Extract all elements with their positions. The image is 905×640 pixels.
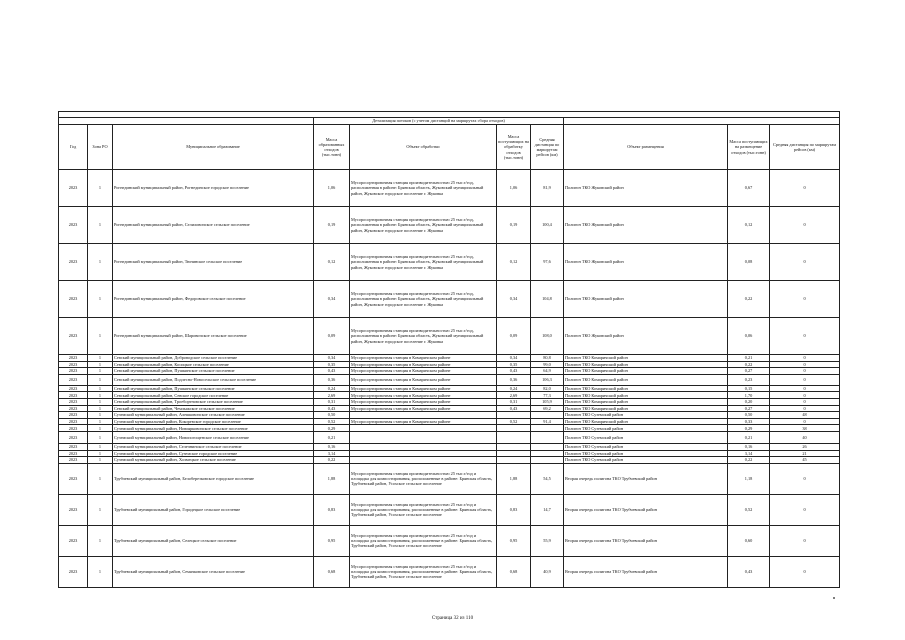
cell-year: 2023 bbox=[59, 355, 88, 362]
cell-zone: 1 bbox=[88, 368, 113, 375]
cell-zone: 1 bbox=[88, 405, 113, 412]
cell-mass-proc: 0,31 bbox=[497, 398, 531, 405]
cell-dist: 108,0 bbox=[531, 318, 564, 355]
table-row bbox=[59, 385, 840, 392]
cell-mass-place: 0,21 bbox=[728, 355, 770, 362]
cell-municipality: Трубчевский муниципальный район, Селецкое сельское поселение bbox=[113, 525, 314, 556]
cell-place: Полигон ТКО Комаричский район bbox=[564, 392, 728, 399]
cell-mass-place: 0,52 bbox=[728, 494, 770, 525]
cell-place: Полигон ТКО Суземский район bbox=[564, 425, 728, 432]
cell-mass-proc: 0,52 bbox=[497, 418, 531, 425]
cell-proc: Мусоросортировочная станция производительностью 25 тыс.т/год и площадка для компостирования, расположенные в районе: Брянская область, Трубчевский район, Усохское сельское поселение bbox=[350, 463, 497, 494]
cell-place: Полигон ТКО Комаричский район bbox=[564, 374, 728, 385]
cell-zone: 1 bbox=[88, 170, 113, 207]
cell-municipality: Рогнединский муниципальный район, Рогнединское городское поселение bbox=[113, 170, 314, 207]
cell-year: 2023 bbox=[59, 405, 88, 412]
cell-mass-place: 0,21 bbox=[728, 431, 770, 443]
cell-zone: 1 bbox=[88, 525, 113, 556]
cell-proc: Мусоросортировочная станция в Комаричском районе bbox=[350, 368, 497, 375]
cell-mass-proc bbox=[497, 412, 531, 419]
cell-place: Полигон ТКО Жуковский район bbox=[564, 207, 728, 244]
cell-zone: 1 bbox=[88, 207, 113, 244]
cell-municipality: Рогнединский муниципальный район, Федоровское сельское поселение bbox=[113, 281, 314, 318]
cell-zone: 1 bbox=[88, 398, 113, 405]
cell-proc bbox=[350, 457, 497, 464]
flow-detail-table-container bbox=[58, 111, 839, 588]
cell-mass-place: 1,18 bbox=[728, 463, 770, 494]
cell-mass-proc: 0,36 bbox=[497, 374, 531, 385]
cell-mass-proc: 0,43 bbox=[497, 405, 531, 412]
cell-zone: 1 bbox=[88, 361, 113, 368]
cell-mass: 0,95 bbox=[314, 525, 350, 556]
cell-year: 2023 bbox=[59, 431, 88, 443]
cell-dist bbox=[531, 450, 564, 457]
table-row bbox=[59, 392, 840, 399]
cell-municipality: Рогнединский муниципальный район, Селиловичское сельское поселение bbox=[113, 207, 314, 244]
cell-municipality: Севский муниципальный район, Пушкинское сельское поселение bbox=[113, 368, 314, 375]
cell-municipality: Суземский муниципальный район, Новопогощенское сельское поселение bbox=[113, 431, 314, 443]
cell-mass-place: 0,33 bbox=[728, 418, 770, 425]
cell-mass: 0,24 bbox=[314, 385, 350, 392]
cell-dist bbox=[531, 412, 564, 419]
cell-dist-place: 0 bbox=[770, 392, 840, 399]
cell-dist-place: 0 bbox=[770, 463, 840, 494]
cell-dist: 81,9 bbox=[531, 170, 564, 207]
cell-year: 2023 bbox=[59, 374, 88, 385]
cell-place: Полигон ТКО Суземский район bbox=[564, 457, 728, 464]
cell-mass-place: 0,29 bbox=[728, 425, 770, 432]
cell-proc: Мусоросортировочная станция в Комаричском районе bbox=[350, 374, 497, 385]
table-row bbox=[59, 418, 840, 425]
cell-proc: Мусоросортировочная станция производительностью 25 тыс.т/год, расположенная в районе: Брянская область, Жуковский муниципальный район, Жуковское городское поселение г. Жуковка bbox=[350, 244, 497, 281]
table-row bbox=[59, 281, 840, 318]
cell-dist-place: 0 bbox=[770, 207, 840, 244]
table-row bbox=[59, 398, 840, 405]
cell-zone: 1 bbox=[88, 450, 113, 457]
cell-place: Полигон ТКО Жуковский район bbox=[564, 244, 728, 281]
cell-mass: 0,52 bbox=[314, 418, 350, 425]
cell-mass: 0,31 bbox=[314, 398, 350, 405]
cell-dist-place: 0 bbox=[770, 405, 840, 412]
cell-dist-place: 0 bbox=[770, 244, 840, 281]
cell-dist-place: 0 bbox=[770, 398, 840, 405]
cell-mass: 0,12 bbox=[314, 244, 350, 281]
table-row bbox=[59, 318, 840, 355]
cell-mass-proc: 0,12 bbox=[497, 244, 531, 281]
cell-year: 2023 bbox=[59, 494, 88, 525]
table-band-row bbox=[59, 118, 840, 125]
cell-mass-proc bbox=[497, 431, 531, 443]
cell-mass: 0,50 bbox=[314, 412, 350, 419]
cell-proc: Мусоросортировочная станция в Комаричском районе bbox=[350, 418, 497, 425]
cell-place: Вторая очередь полигона ТКО Трубчевский район bbox=[564, 494, 728, 525]
cell-year: 2023 bbox=[59, 443, 88, 450]
cell-proc: Мусоросортировочная станция производительностью 25 тыс.т/год и площадка для компостирования, расположенные в районе: Брянская область, Трубчевский район, Усохское сельское поселение bbox=[350, 494, 497, 525]
cell-mass: 0,22 bbox=[314, 457, 350, 464]
table-row bbox=[59, 374, 840, 385]
cell-proc: Мусоросортировочная станция производительностью 25 тыс.т/год и площадка для компостирования, расположенные в районе: Брянская область, Трубчевский район, Усохское сельское поселение bbox=[350, 556, 497, 587]
cell-mass-place: 0,67 bbox=[728, 170, 770, 207]
cell-dist bbox=[531, 425, 564, 432]
cell-municipality: Суземский муниципальный район, Кокоревское городское поселение bbox=[113, 418, 314, 425]
cell-mass: 0,35 bbox=[314, 361, 350, 368]
header-mass-generated: Масса образованных отходов (тыс.тонн) bbox=[314, 125, 350, 170]
cell-mass: 0,29 bbox=[314, 425, 350, 432]
cell-municipality: Севский муниципальный район, Троебортновское сельское поселение bbox=[113, 398, 314, 405]
cell-dist bbox=[531, 431, 564, 443]
cell-mass-place: 0,16 bbox=[728, 443, 770, 450]
cell-year: 2023 bbox=[59, 457, 88, 464]
cell-mass: 1,88 bbox=[314, 463, 350, 494]
cell-place: Полигон ТКО Жуковский район bbox=[564, 170, 728, 207]
cell-dist: 55,9 bbox=[531, 525, 564, 556]
cell-mass: 0,34 bbox=[314, 355, 350, 362]
cell-mass: 0,43 bbox=[314, 368, 350, 375]
table-row bbox=[59, 170, 840, 207]
cell-place: Полигон ТКО Комаричский район bbox=[564, 385, 728, 392]
cell-dist-place: 0 bbox=[770, 494, 840, 525]
table-row bbox=[59, 355, 840, 362]
cell-proc: Мусоросортировочная станция в Комаричском районе bbox=[350, 392, 497, 399]
cell-zone: 1 bbox=[88, 412, 113, 419]
cell-mass-proc: 1,88 bbox=[497, 463, 531, 494]
cell-dist: 14,7 bbox=[531, 494, 564, 525]
cell-zone: 1 bbox=[88, 457, 113, 464]
header-placement-object: Объект размещения bbox=[564, 125, 728, 170]
cell-mass: 0,68 bbox=[314, 556, 350, 587]
cell-municipality: Суземский муниципальный район, Новоярковичское сельское поселение bbox=[113, 425, 314, 432]
cell-dist: 106,3 bbox=[531, 374, 564, 385]
cell-year: 2023 bbox=[59, 207, 88, 244]
cell-proc: Мусоросортировочная станция производительностью 25 тыс.т/год, расположенная в районе: Брянская область, Жуковский муниципальный район, Жуковское городское поселение г. Жуковка bbox=[350, 207, 497, 244]
table-row bbox=[59, 425, 840, 432]
cell-municipality: Суземский муниципальный район, Холмецкое сельское поселение bbox=[113, 457, 314, 464]
cell-mass-proc: 0,34 bbox=[497, 281, 531, 318]
cell-mass: 3,14 bbox=[314, 450, 350, 457]
cell-dist-place: 0 bbox=[770, 368, 840, 375]
header-year: Год bbox=[59, 125, 88, 170]
cell-dist-place: 48 bbox=[770, 412, 840, 419]
cell-zone: 1 bbox=[88, 281, 113, 318]
cell-dist-place: 0 bbox=[770, 281, 840, 318]
cell-dist: 100,4 bbox=[531, 207, 564, 244]
table-row bbox=[59, 463, 840, 494]
cell-mass: 0,43 bbox=[314, 405, 350, 412]
cell-dist-place: 0 bbox=[770, 361, 840, 368]
table-row bbox=[59, 244, 840, 281]
cell-mass-proc: 0,09 bbox=[497, 318, 531, 355]
cell-place: Полигон ТКО Суземский район bbox=[564, 443, 728, 450]
cell-place: Полигон ТКО Суземский район bbox=[564, 450, 728, 457]
cell-mass-place: 3,14 bbox=[728, 450, 770, 457]
header-avg-distance-placement: Средняя дистанция по маршрутам рейсов (км) bbox=[770, 125, 840, 170]
page-number: Страница 32 из 110 bbox=[431, 616, 474, 621]
cell-mass-proc bbox=[497, 457, 531, 464]
cell-year: 2023 bbox=[59, 392, 88, 399]
cell-mass: 1,06 bbox=[314, 170, 350, 207]
cell-zone: 1 bbox=[88, 244, 113, 281]
cell-mass: 0,34 bbox=[314, 281, 350, 318]
cell-municipality: Севский муниципальный район, Чемлыжское сельское поселение bbox=[113, 405, 314, 412]
cell-proc bbox=[350, 443, 497, 450]
table-row bbox=[59, 494, 840, 525]
cell-mass-place: 0,23 bbox=[728, 374, 770, 385]
cell-mass-place: 0,22 bbox=[728, 281, 770, 318]
cell-mass-place: 0,20 bbox=[728, 398, 770, 405]
cell-year: 2023 bbox=[59, 425, 88, 432]
header-avg-distance-collection: Средняя дистанция по маршрутам рейсов (км) bbox=[531, 125, 564, 170]
cell-place: Полигон ТКО Суземский район bbox=[564, 431, 728, 443]
cell-year: 2023 bbox=[59, 385, 88, 392]
cell-municipality: Севский муниципальный район, Косицкое сельское поселение bbox=[113, 361, 314, 368]
cell-mass-place: 0,22 bbox=[728, 457, 770, 464]
cell-proc bbox=[350, 425, 497, 432]
cell-mass-place: 0,22 bbox=[728, 361, 770, 368]
cell-mass-proc: 2,69 bbox=[497, 392, 531, 399]
cell-place: Полигон ТКО Комаричский район bbox=[564, 368, 728, 375]
table-body bbox=[59, 170, 840, 588]
cell-mass-proc bbox=[497, 425, 531, 432]
cell-proc bbox=[350, 431, 497, 443]
cell-zone: 1 bbox=[88, 318, 113, 355]
cell-dist: 40,9 bbox=[531, 556, 564, 587]
cell-year: 2023 bbox=[59, 398, 88, 405]
cell-proc: Мусоросортировочная станция в Комаричском районе bbox=[350, 361, 497, 368]
cell-zone: 1 bbox=[88, 418, 113, 425]
cell-dist-place: 0 bbox=[770, 355, 840, 362]
header-zone: Зона РО bbox=[88, 125, 113, 170]
cell-year: 2023 bbox=[59, 525, 88, 556]
cell-proc: Мусоросортировочная станция в Комаричском районе bbox=[350, 398, 497, 405]
table-row bbox=[59, 556, 840, 587]
cell-proc: Мусоросортировочная станция в Комаричском районе bbox=[350, 405, 497, 412]
cell-mass-proc: 0,68 bbox=[497, 556, 531, 587]
cell-dist-place: 0 bbox=[770, 418, 840, 425]
cell-place: Вторая очередь полигона ТКО Трубчевский район bbox=[564, 463, 728, 494]
cell-mass-place: 0,12 bbox=[728, 207, 770, 244]
cell-mass: 2,69 bbox=[314, 392, 350, 399]
cell-place: Полигон ТКО Комаричский район bbox=[564, 405, 728, 412]
cell-proc bbox=[350, 412, 497, 419]
cell-year: 2023 bbox=[59, 244, 88, 281]
header-processing-object: Объект обработки bbox=[350, 125, 497, 170]
table-row bbox=[59, 443, 840, 450]
cell-mass-place: 0,15 bbox=[728, 385, 770, 392]
cell-year: 2023 bbox=[59, 368, 88, 375]
table-row bbox=[59, 457, 840, 464]
cell-proc bbox=[350, 450, 497, 457]
cell-mass-place: 0,50 bbox=[728, 412, 770, 419]
cell-dist: 105,9 bbox=[531, 398, 564, 405]
flow-detail-table bbox=[58, 111, 840, 588]
cell-dist-place: 0 bbox=[770, 318, 840, 355]
table-row bbox=[59, 207, 840, 244]
cell-municipality: Рогнединский муниципальный район, Шаровичское сельское поселение bbox=[113, 318, 314, 355]
cell-zone: 1 bbox=[88, 494, 113, 525]
cell-mass: 0,09 bbox=[314, 318, 350, 355]
cell-place: Полигон ТКО Жуковский район bbox=[564, 318, 728, 355]
cell-zone: 1 bbox=[88, 431, 113, 443]
cell-dist-place: 0 bbox=[770, 385, 840, 392]
cell-municipality: Суземский муниципальный район, Суземское городское поселение bbox=[113, 450, 314, 457]
cell-dist: 97,6 bbox=[531, 244, 564, 281]
cell-mass-proc: 1,06 bbox=[497, 170, 531, 207]
cell-place: Полигон ТКО Комаричский район bbox=[564, 355, 728, 362]
cell-mass-proc: 0,35 bbox=[497, 361, 531, 368]
cell-year: 2023 bbox=[59, 170, 88, 207]
table-row bbox=[59, 405, 840, 412]
cell-proc: Мусоросортировочная станция производительностью 25 тыс.т/год, расположенная в районе: Брянская область, Жуковский муниципальный район, Жуковское городское поселение г. Жуковка bbox=[350, 281, 497, 318]
cell-municipality: Трубчевский муниципальный район, Белоберезковское городское поселение bbox=[113, 463, 314, 494]
cell-municipality: Трубчевский муниципальный район, Семячковское сельское поселение bbox=[113, 556, 314, 587]
cell-mass-proc bbox=[497, 450, 531, 457]
cell-mass-proc: 0,24 bbox=[497, 385, 531, 392]
cell-municipality: Севский муниципальный район, Севское городское поселение bbox=[113, 392, 314, 399]
cell-dist: 77,3 bbox=[531, 392, 564, 399]
table-row bbox=[59, 525, 840, 556]
cell-mass: 0,36 bbox=[314, 374, 350, 385]
cell-dist: 64,9 bbox=[531, 368, 564, 375]
cell-mass: 0,19 bbox=[314, 207, 350, 244]
cell-municipality: Севский муниципальный район, Доброводское сельское поселение bbox=[113, 355, 314, 362]
header-mass-to-placement: Масса поступающих на размещение отходов (тыс.тонн) bbox=[728, 125, 770, 170]
cell-proc: Мусоросортировочная станция производительностью 25 тыс.т/год, расположенная в районе: Брянская область, Жуковский муниципальный район, Жуковское городское поселение г. Жуковка bbox=[350, 318, 497, 355]
cell-mass: 0,83 bbox=[314, 494, 350, 525]
cell-mass-place: 0,27 bbox=[728, 405, 770, 412]
cell-dist: 54,5 bbox=[531, 463, 564, 494]
cell-mass-proc: 0,43 bbox=[497, 368, 531, 375]
cell-zone: 1 bbox=[88, 392, 113, 399]
cell-mass: 0,21 bbox=[314, 431, 350, 443]
cell-year: 2023 bbox=[59, 450, 88, 457]
cell-proc: Мусоросортировочная станция производительностью 25 тыс.т/год, расположенная в районе: Брянская область, Жуковский муниципальный район, Жуковское городское поселение г. Жуковка bbox=[350, 170, 497, 207]
cell-zone: 1 bbox=[88, 463, 113, 494]
cell-year: 2023 bbox=[59, 418, 88, 425]
scan-speck bbox=[833, 597, 835, 599]
cell-municipality: Севский муниципальный район, Пушкинское сельское поселение bbox=[113, 385, 314, 392]
cell-dist-place: 0 bbox=[770, 525, 840, 556]
cell-place: Полигон ТКО Жуковский район bbox=[564, 281, 728, 318]
cell-municipality: Рогнединский муниципальный район, Тюнинское сельское поселение bbox=[113, 244, 314, 281]
cell-year: 2023 bbox=[59, 318, 88, 355]
band-label: Детализация потоков (с учетом дистанций на маршрутах сбора отходов) bbox=[314, 118, 564, 125]
cell-mass-place: 0,08 bbox=[728, 244, 770, 281]
cell-place: Полигон ТКО Суземский район bbox=[564, 412, 728, 419]
header-mass-to-processing: Масса поступающих на обработку отходов (тыс.тонн) bbox=[497, 125, 531, 170]
cell-proc: Мусоросортировочная станция производительностью 25 тыс.т/год и площадка для компостирования, расположенные в районе: Брянская область, Трубчевский район, Усохское сельское поселение bbox=[350, 525, 497, 556]
cell-mass: 0,16 bbox=[314, 443, 350, 450]
cell-mass-place: 1,70 bbox=[728, 392, 770, 399]
cell-municipality: Севский муниципальный район, Подлесно-Новосельское сельское поселение bbox=[113, 374, 314, 385]
cell-proc: Мусоросортировочная станция в Комаричском районе bbox=[350, 385, 497, 392]
cell-mass-proc: 0,95 bbox=[497, 525, 531, 556]
cell-dist-place: 0 bbox=[770, 374, 840, 385]
cell-year: 2023 bbox=[59, 281, 88, 318]
cell-place: Вторая очередь полигона ТКО Трубчевский район bbox=[564, 556, 728, 587]
cell-mass-proc: 0,83 bbox=[497, 494, 531, 525]
cell-dist-place: 26 bbox=[770, 443, 840, 450]
cell-municipality: Суземский муниципальный район, Селечнинское сельское поселение bbox=[113, 443, 314, 450]
cell-mass-place: 0,60 bbox=[728, 525, 770, 556]
cell-mass-place: 0,06 bbox=[728, 318, 770, 355]
cell-dist: 82,0 bbox=[531, 385, 564, 392]
cell-place: Полигон ТКО Комаричский район bbox=[564, 398, 728, 405]
cell-zone: 1 bbox=[88, 374, 113, 385]
table-row bbox=[59, 431, 840, 443]
cell-place: Полигон ТКО Комаричский район bbox=[564, 418, 728, 425]
cell-mass-place: 0,27 bbox=[728, 368, 770, 375]
cell-year: 2023 bbox=[59, 361, 88, 368]
cell-zone: 1 bbox=[88, 443, 113, 450]
cell-year: 2023 bbox=[59, 463, 88, 494]
cell-dist bbox=[531, 443, 564, 450]
cell-year: 2023 bbox=[59, 556, 88, 587]
cell-mass-proc: 0,34 bbox=[497, 355, 531, 362]
table-row bbox=[59, 412, 840, 419]
cell-dist bbox=[531, 457, 564, 464]
header-municipality: Муниципальное образование bbox=[113, 125, 314, 170]
cell-mass-place: 0,43 bbox=[728, 556, 770, 587]
cell-zone: 1 bbox=[88, 425, 113, 432]
cell-place: Полигон ТКО Комаричский район bbox=[564, 361, 728, 368]
cell-mass-proc: 0,19 bbox=[497, 207, 531, 244]
cell-dist: 91,4 bbox=[531, 418, 564, 425]
cell-place: Вторая очередь полигона ТКО Трубчевский район bbox=[564, 525, 728, 556]
table-row bbox=[59, 450, 840, 457]
cell-dist-place: 40 bbox=[770, 431, 840, 443]
cell-zone: 1 bbox=[88, 385, 113, 392]
cell-dist-place: 21 bbox=[770, 450, 840, 457]
cell-dist: 104,8 bbox=[531, 281, 564, 318]
cell-dist-place: 0 bbox=[770, 556, 840, 587]
cell-zone: 1 bbox=[88, 355, 113, 362]
cell-dist: 99,0 bbox=[531, 361, 564, 368]
cell-dist: 69,2 bbox=[531, 405, 564, 412]
cell-dist-place: 38 bbox=[770, 425, 840, 432]
cell-dist: 80,8 bbox=[531, 355, 564, 362]
cell-year: 2023 bbox=[59, 412, 88, 419]
cell-dist-place: 45 bbox=[770, 457, 840, 464]
table-header-row bbox=[59, 125, 840, 170]
cell-municipality: Суземский муниципальный район, Алешковичское сельское поселение bbox=[113, 412, 314, 419]
cell-mass-proc bbox=[497, 443, 531, 450]
cell-municipality: Трубчевский муниципальный район, Городецкое сельское поселение bbox=[113, 494, 314, 525]
table-row bbox=[59, 368, 840, 375]
cell-zone: 1 bbox=[88, 556, 113, 587]
cell-proc: Мусоросортировочная станция в Комаричском районе bbox=[350, 355, 497, 362]
cell-dist-place: 0 bbox=[770, 170, 840, 207]
table-row bbox=[59, 361, 840, 368]
